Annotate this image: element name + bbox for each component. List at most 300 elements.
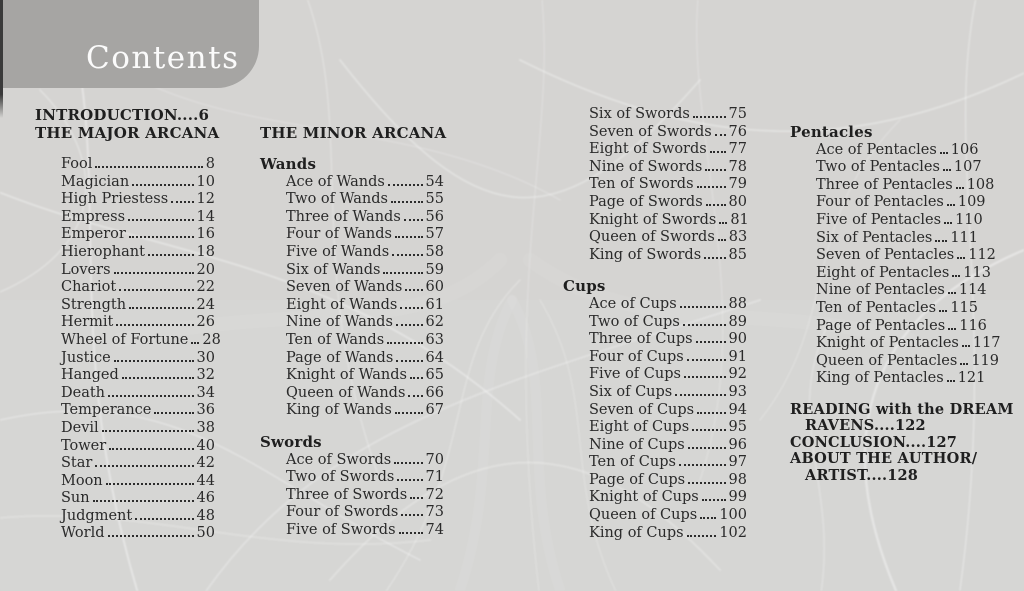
dot-leader bbox=[675, 394, 725, 396]
toc-entry-page-number: 66 bbox=[425, 384, 444, 401]
toc-entry-label: Three of Wands bbox=[286, 208, 401, 225]
dot-leader bbox=[700, 517, 716, 519]
toc-entry-page-number: 106 bbox=[950, 141, 979, 158]
toc-back-matter-line-indented: ARTIST....128 bbox=[805, 466, 919, 484]
toc-entry bbox=[260, 487, 444, 505]
row-gap bbox=[790, 388, 978, 402]
toc-entry-label: Fool bbox=[61, 156, 93, 172]
toc-entry-label: Ten of Swords bbox=[589, 176, 694, 193]
toc-entry-label: Two of Pentacles bbox=[816, 159, 940, 176]
dot-leader bbox=[687, 359, 726, 361]
toc-entry bbox=[563, 349, 747, 367]
toc-entry-page-number: 89 bbox=[728, 313, 747, 330]
toc-entry-label: Death bbox=[61, 384, 106, 401]
toc-entry bbox=[35, 350, 215, 368]
toc-entry bbox=[563, 247, 747, 265]
dot-leader bbox=[396, 324, 423, 326]
toc-heading: INTRODUCTION....6 bbox=[35, 106, 210, 124]
toc-entry-page-number: 74 bbox=[425, 521, 444, 538]
toc-entry-page-number: 72 bbox=[425, 486, 444, 503]
toc-entry-label: Seven of Cups bbox=[589, 401, 695, 418]
toc-entry bbox=[790, 352, 1000, 371]
toc-entry-label: Queen of Swords bbox=[589, 229, 715, 246]
toc-entry-page-number: 62 bbox=[425, 314, 444, 331]
row-gap bbox=[260, 142, 444, 156]
dot-leader bbox=[129, 307, 193, 309]
toc-entry bbox=[35, 473, 215, 491]
toc-entry bbox=[35, 420, 215, 438]
dot-leader bbox=[383, 272, 422, 274]
toc-entry-page-number: 8 bbox=[205, 156, 215, 172]
toc-entry bbox=[563, 507, 747, 525]
toc-entry bbox=[563, 212, 747, 230]
toc-entry bbox=[790, 264, 991, 283]
toc-entry bbox=[790, 176, 995, 195]
toc-entry-label: Knight of Cups bbox=[589, 489, 699, 506]
toc-entry bbox=[563, 159, 747, 177]
dot-leader bbox=[109, 448, 193, 450]
toc-entry-page-number: 108 bbox=[966, 176, 995, 193]
toc-entry-page-number: 73 bbox=[425, 504, 444, 521]
toc-entry-page-number: 81 bbox=[730, 211, 749, 228]
toc-entry-page-number: 111 bbox=[950, 229, 978, 246]
toc-entry-label: Page of Cups bbox=[589, 471, 686, 488]
toc-entry-label: King of Swords bbox=[589, 246, 702, 263]
dot-leader bbox=[957, 257, 965, 259]
toc-entry bbox=[260, 174, 444, 192]
toc-entry-page-number: 91 bbox=[728, 348, 747, 365]
toc-entry-page-number: 77 bbox=[728, 141, 747, 158]
toc-entry bbox=[35, 367, 215, 385]
toc-entry-label: Justice bbox=[61, 349, 111, 366]
toc-entry-label: Hierophant bbox=[61, 243, 145, 260]
toc-entry-label: Four of Wands bbox=[286, 226, 392, 243]
toc-entry-label: Four of Swords bbox=[286, 504, 399, 521]
toc-entry-label: Queen of Pentacles bbox=[816, 352, 958, 369]
toc-entry-label: Eight of Cups bbox=[589, 419, 690, 436]
toc-entry-page-number: 83 bbox=[728, 229, 748, 246]
dot-leader bbox=[102, 430, 194, 432]
dot-leader bbox=[940, 152, 948, 154]
row-gap bbox=[260, 420, 444, 434]
toc-entry-page-number: 26 bbox=[196, 314, 215, 331]
dot-leader bbox=[948, 292, 956, 294]
toc-entry bbox=[260, 244, 444, 262]
toc-entry-page-number: 44 bbox=[196, 472, 215, 489]
toc-entry-page-number: 38 bbox=[196, 419, 215, 436]
toc-entry-page-number: 46 bbox=[196, 490, 215, 507]
toc-entry bbox=[790, 300, 978, 318]
dot-leader bbox=[114, 272, 194, 274]
toc-entry-label: Ace of Swords bbox=[286, 451, 392, 468]
toc-entry-label: Two of Wands bbox=[286, 191, 388, 208]
toc-entry-label: Empress bbox=[61, 208, 126, 225]
dot-leader bbox=[696, 341, 726, 343]
toc-entry-page-number: 20 bbox=[196, 261, 215, 278]
toc-entry bbox=[563, 472, 747, 490]
toc-section-title: Wands bbox=[260, 155, 317, 173]
dot-leader bbox=[962, 345, 970, 347]
dot-leader bbox=[948, 328, 956, 330]
dot-leader bbox=[95, 166, 202, 168]
toc-entry-page-number: 92 bbox=[728, 366, 747, 383]
toc-entry-page-number: 119 bbox=[971, 352, 1000, 369]
dot-leader bbox=[122, 377, 194, 379]
row-gap bbox=[35, 142, 215, 156]
toc-back-matter-line: CONCLUSION....127 bbox=[790, 433, 958, 451]
toc-entry bbox=[260, 262, 444, 280]
toc-entry-label: Strength bbox=[61, 296, 127, 313]
toc-entry bbox=[563, 141, 747, 159]
dot-leader bbox=[404, 219, 423, 221]
toc-entry-page-number: 88 bbox=[728, 295, 747, 312]
toc-entry bbox=[563, 366, 747, 384]
dot-leader bbox=[397, 479, 422, 481]
toc-entry-label: Five of Cups bbox=[589, 366, 681, 383]
toc-entry-label: High Priestess bbox=[61, 191, 169, 208]
toc-entry bbox=[790, 317, 987, 336]
toc-entry bbox=[260, 191, 444, 209]
dot-leader bbox=[93, 500, 194, 502]
scan-edge-shadow bbox=[0, 0, 3, 118]
toc-entry bbox=[790, 370, 986, 388]
toc-entry-page-number: 110 bbox=[955, 211, 983, 228]
toc-back-matter-line-indented: RAVENS....122 bbox=[805, 417, 926, 435]
toc-entry bbox=[35, 279, 215, 297]
toc-entry bbox=[35, 262, 215, 280]
dot-leader bbox=[191, 342, 199, 344]
dot-leader bbox=[688, 447, 726, 449]
dot-leader bbox=[395, 412, 423, 414]
toc-entry bbox=[563, 384, 747, 402]
toc-entry-page-number: 115 bbox=[950, 299, 978, 316]
toc-entry-page-number: 54 bbox=[425, 173, 444, 190]
toc-entry-page-number: 75 bbox=[728, 106, 747, 122]
toc-entry-page-number: 58 bbox=[425, 243, 444, 260]
toc-entry-label: Six of Cups bbox=[589, 383, 673, 400]
dot-leader bbox=[106, 483, 194, 485]
dot-leader bbox=[129, 236, 194, 238]
dot-leader bbox=[132, 184, 193, 186]
row-gap bbox=[563, 264, 747, 278]
toc-entry-label: Judgment bbox=[61, 507, 133, 524]
toc-entry bbox=[790, 159, 982, 177]
toc-entry-label: Moon bbox=[61, 472, 103, 489]
dot-leader bbox=[410, 377, 423, 379]
toc-entry bbox=[790, 211, 983, 230]
toc-entry bbox=[35, 438, 215, 456]
toc-entry bbox=[35, 402, 215, 420]
toc-entry bbox=[563, 229, 747, 247]
toc-entry bbox=[563, 106, 747, 124]
dot-leader bbox=[400, 307, 422, 309]
toc-entry-label: Seven of Swords bbox=[589, 123, 712, 140]
toc-entry-page-number: 100 bbox=[719, 507, 747, 524]
toc-entry-page-number: 97 bbox=[728, 454, 747, 471]
toc-section-title: Pentacles bbox=[790, 123, 873, 141]
toc-entry-page-number: 42 bbox=[196, 455, 215, 472]
toc-entry-label: Seven of Pentacles bbox=[816, 247, 955, 264]
toc-entry-label: Queen of Cups bbox=[589, 507, 698, 524]
toc-entry bbox=[35, 226, 215, 244]
dot-leader bbox=[108, 395, 194, 397]
toc-entry-label: Emperor bbox=[61, 226, 126, 243]
toc-entry bbox=[35, 156, 215, 174]
toc-entry bbox=[790, 142, 978, 160]
toc-entry-label: Four of Pentacles bbox=[816, 194, 944, 211]
toc-entry-label: Ace of Pentacles bbox=[816, 141, 937, 158]
toc-entry-page-number: 67 bbox=[425, 402, 444, 419]
dot-leader bbox=[684, 376, 726, 378]
toc-entry-label: Ten of Cups bbox=[589, 454, 676, 471]
toc-entry-label: Tower bbox=[61, 437, 107, 454]
toc-entry bbox=[563, 402, 747, 420]
toc-entry-label: Temperance bbox=[61, 402, 152, 419]
toc-entry-label: King of Wands bbox=[286, 402, 392, 419]
toc-entry-page-number: 98 bbox=[728, 471, 747, 488]
toc-entry-label: Page of Swords bbox=[589, 193, 703, 210]
toc-entry-label: Page of Wands bbox=[286, 349, 394, 366]
toc-entry bbox=[260, 402, 444, 420]
toc-entry-page-number: 76 bbox=[728, 123, 747, 140]
dot-leader bbox=[960, 363, 968, 365]
toc-entry-label: Lovers bbox=[61, 261, 111, 278]
toc-entry-page-number: 61 bbox=[425, 296, 444, 313]
toc-entry bbox=[260, 279, 444, 297]
toc-entry bbox=[260, 385, 444, 403]
toc-entry bbox=[35, 490, 215, 508]
toc-entry-page-number: 10 bbox=[196, 173, 215, 190]
toc-entry bbox=[563, 525, 747, 543]
toc-entry-page-number: 95 bbox=[728, 419, 747, 436]
dot-leader bbox=[947, 380, 955, 382]
toc-entry bbox=[35, 525, 215, 543]
dot-leader bbox=[401, 514, 422, 516]
dot-leader bbox=[395, 236, 423, 238]
toc-entry bbox=[35, 455, 215, 473]
toc-entry-page-number: 40 bbox=[196, 437, 215, 454]
toc-entry-label: Knight of Pentacles bbox=[816, 335, 959, 352]
toc-entry bbox=[35, 331, 221, 350]
toc-entry-label: Hanged bbox=[61, 367, 119, 384]
toc-entry bbox=[563, 437, 747, 455]
toc-entry bbox=[260, 469, 444, 487]
toc-entry-label: Page of Pentacles bbox=[816, 317, 946, 334]
toc-entry-page-number: 55 bbox=[425, 191, 444, 208]
toc-heading: THE MINOR ARCANA bbox=[260, 124, 447, 142]
toc-entry-label: Nine of Swords bbox=[589, 158, 703, 175]
dot-leader bbox=[718, 239, 726, 241]
dot-leader bbox=[679, 464, 726, 466]
toc-entry-label: Six of Wands bbox=[286, 261, 381, 278]
toc-section-title: Swords bbox=[260, 432, 322, 451]
toc-entry-page-number: 50 bbox=[196, 525, 215, 542]
toc-entry bbox=[35, 314, 215, 332]
toc-entry-page-number: 121 bbox=[957, 370, 986, 387]
toc-entry bbox=[260, 504, 444, 522]
toc-entry-page-number: 32 bbox=[196, 367, 215, 384]
toc-entry bbox=[260, 522, 444, 540]
dot-leader bbox=[688, 482, 725, 484]
toc-back-matter-line: READING with the DREAM bbox=[790, 400, 1014, 418]
dot-leader bbox=[697, 186, 726, 188]
toc-entry-label: Ace of Cups bbox=[589, 295, 677, 312]
toc-section-title: Cups bbox=[563, 277, 606, 296]
toc-column-swords-cups bbox=[563, 106, 747, 542]
toc-entry-label: Nine of Wands bbox=[286, 314, 393, 331]
toc-entry-page-number: 16 bbox=[196, 226, 215, 243]
toc-entry-label: Seven of Wands bbox=[286, 279, 403, 296]
toc-entry bbox=[790, 282, 987, 300]
dot-leader bbox=[943, 169, 951, 171]
toc-entry bbox=[790, 194, 986, 212]
toc-entry-page-number: 93 bbox=[728, 383, 747, 400]
dot-leader bbox=[697, 412, 725, 414]
toc-entry-label: Eight of Wands bbox=[286, 296, 398, 313]
toc-entry-page-number: 56 bbox=[425, 208, 444, 225]
dot-leader bbox=[114, 360, 194, 362]
page-title: Contents bbox=[86, 40, 240, 76]
toc-entry-page-number: 12 bbox=[196, 191, 215, 208]
toc-entry-label: Four of Cups bbox=[589, 348, 684, 365]
dot-leader bbox=[408, 395, 422, 397]
toc-entry-label: World bbox=[61, 525, 105, 542]
dot-leader bbox=[95, 465, 193, 467]
toc-entry bbox=[563, 194, 747, 212]
dot-leader bbox=[392, 254, 422, 256]
toc-entry-page-number: 36 bbox=[196, 402, 215, 419]
toc-entry bbox=[35, 297, 215, 315]
toc-entry bbox=[35, 191, 215, 209]
dot-leader bbox=[135, 518, 193, 520]
toc-entry bbox=[35, 385, 215, 403]
toc-entry-page-number: 85 bbox=[728, 246, 747, 263]
toc-entry-page-number: 59 bbox=[425, 261, 444, 278]
toc-entry-label: King of Cups bbox=[589, 524, 684, 541]
toc-entry bbox=[260, 297, 444, 315]
toc-entry-page-number: 114 bbox=[958, 282, 987, 299]
dot-leader bbox=[399, 532, 423, 534]
toc-entry bbox=[563, 296, 747, 314]
toc-entry-label: Two of Swords bbox=[286, 469, 395, 486]
dot-leader bbox=[388, 184, 423, 186]
toc-entry-page-number: 14 bbox=[196, 208, 215, 225]
dot-leader bbox=[935, 240, 947, 242]
dot-leader bbox=[956, 187, 964, 189]
toc-entry-label: Knight of Swords bbox=[589, 211, 717, 228]
toc-entry-page-number: 79 bbox=[728, 176, 747, 193]
toc-entry-page-number: 18 bbox=[196, 243, 215, 260]
toc-entry-page-number: 116 bbox=[959, 317, 987, 334]
toc-entry-label: Chariot bbox=[61, 279, 117, 296]
toc-entry-page-number: 30 bbox=[196, 349, 215, 366]
toc-entry bbox=[563, 331, 747, 349]
toc-entry bbox=[790, 230, 978, 248]
toc-entry bbox=[563, 314, 747, 332]
toc-entry bbox=[260, 226, 444, 244]
toc-entry-label: Knight of Wands bbox=[286, 367, 407, 384]
toc-column-major-arcana bbox=[35, 106, 221, 543]
toc-entry-page-number: 71 bbox=[425, 469, 444, 486]
toc-entry bbox=[35, 508, 215, 526]
contents-header-box bbox=[0, 0, 259, 88]
toc-entry-label: Three of Swords bbox=[286, 486, 408, 503]
toc-back-matter-line: ABOUT THE AUTHOR/ bbox=[790, 450, 978, 468]
dot-leader bbox=[687, 535, 717, 537]
toc-entry-page-number: 102 bbox=[719, 524, 747, 541]
toc-entry-page-number: 64 bbox=[425, 349, 444, 366]
dot-leader bbox=[719, 222, 727, 224]
toc-entry-label: Star bbox=[61, 455, 93, 472]
toc-heading: THE MAJOR ARCANA bbox=[35, 124, 220, 142]
toc-entry-page-number: 90 bbox=[728, 331, 747, 348]
toc-column-pentacles-back-matter bbox=[790, 123, 1014, 484]
toc-entry-page-number: 28 bbox=[202, 331, 221, 348]
toc-entry-label: King of Pentacles bbox=[816, 370, 944, 387]
dot-leader bbox=[705, 169, 725, 171]
toc-entry-label: Sun bbox=[61, 490, 90, 507]
toc-entry-page-number: 34 bbox=[196, 384, 215, 401]
dot-leader bbox=[116, 324, 193, 326]
toc-entry-label: Six of Swords bbox=[589, 106, 690, 122]
dot-leader bbox=[702, 499, 726, 501]
toc-entry bbox=[35, 209, 215, 227]
dot-leader bbox=[108, 535, 194, 537]
toc-entry bbox=[35, 244, 215, 262]
dot-leader bbox=[171, 201, 193, 203]
dot-leader bbox=[410, 497, 422, 499]
toc-entry-label: Devil bbox=[61, 419, 99, 436]
dot-leader bbox=[391, 201, 423, 203]
dot-leader bbox=[154, 412, 193, 414]
toc-entry bbox=[563, 419, 747, 437]
dot-leader bbox=[394, 462, 422, 464]
toc-entry-label: Two of Cups bbox=[589, 313, 680, 330]
toc-entry-label: Five of Swords bbox=[286, 521, 396, 538]
dot-leader bbox=[148, 254, 194, 256]
toc-entry-label: Eight of Pentacles bbox=[816, 264, 950, 281]
toc-entry-label: Hermit bbox=[61, 314, 114, 331]
toc-entry-label: Magician bbox=[61, 173, 130, 190]
dot-leader bbox=[715, 134, 726, 136]
toc-entry-label: Ten of Pentacles bbox=[816, 299, 937, 316]
toc-entry bbox=[260, 314, 444, 332]
dot-leader bbox=[692, 429, 725, 431]
toc-entry-label: Nine of Pentacles bbox=[816, 282, 945, 299]
toc-entry bbox=[260, 350, 444, 368]
toc-entry-page-number: 112 bbox=[968, 247, 996, 264]
toc-entry-label: Ten of Wands bbox=[286, 331, 385, 348]
toc-entry bbox=[260, 332, 444, 350]
dot-leader bbox=[693, 116, 726, 118]
toc-entry bbox=[563, 454, 747, 472]
toc-entry bbox=[35, 174, 215, 192]
toc-entry-page-number: 60 bbox=[425, 279, 444, 296]
toc-entry bbox=[563, 176, 747, 194]
toc-entry-page-number: 113 bbox=[963, 264, 991, 281]
toc-entry bbox=[260, 452, 444, 470]
toc-entry-page-number: 78 bbox=[728, 158, 747, 175]
toc-entry bbox=[790, 335, 1001, 353]
toc-entry-label: Ace of Wands bbox=[286, 173, 385, 190]
dot-leader bbox=[405, 289, 422, 291]
toc-column-wands-swords bbox=[260, 124, 447, 539]
toc-entry-page-number: 99 bbox=[728, 489, 747, 506]
dot-leader bbox=[683, 324, 726, 326]
toc-entry-label: Three of Cups bbox=[589, 331, 693, 348]
dot-leader bbox=[939, 310, 947, 312]
toc-entry-label: Eight of Swords bbox=[589, 141, 707, 158]
